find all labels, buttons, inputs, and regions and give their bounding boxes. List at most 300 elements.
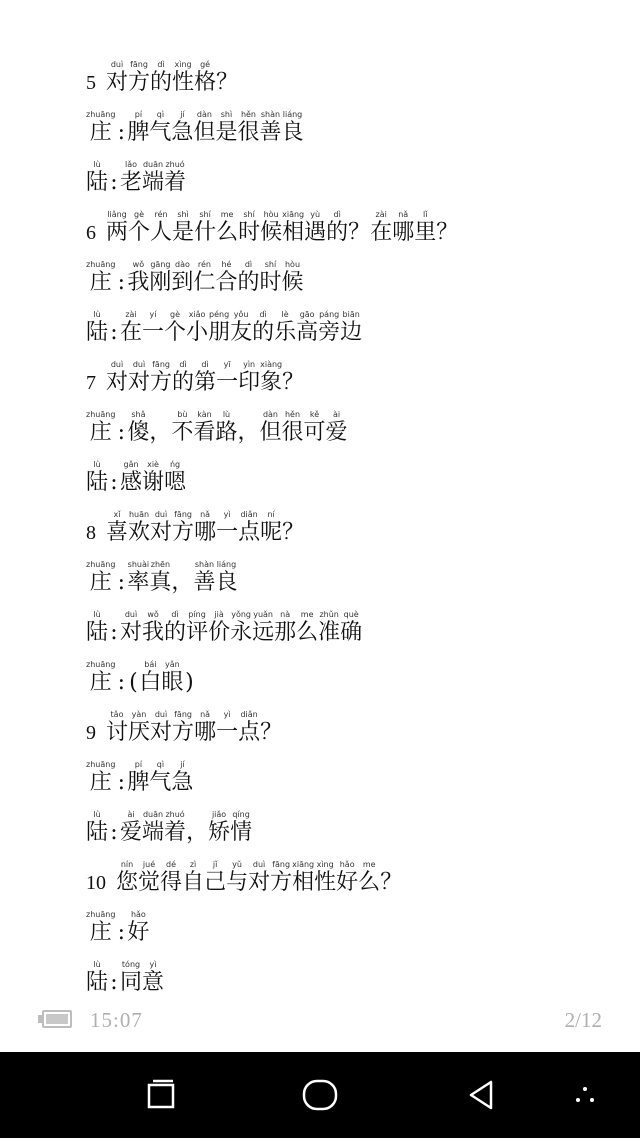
ruby-char <box>164 310 186 346</box>
hanzi: 喜 <box>106 520 129 545</box>
hanzi: ， <box>237 420 260 445</box>
pinyin: yàn <box>131 710 147 719</box>
hanzi: 么 <box>358 870 381 895</box>
pinyin: zhuāng <box>86 560 116 569</box>
pinyin: duì <box>132 360 146 369</box>
pinyin: me <box>362 860 376 869</box>
hanzi: 陆 <box>86 820 109 845</box>
question-line <box>86 52 626 102</box>
pinyin <box>108 960 120 970</box>
ruby-char <box>215 560 237 596</box>
pinyin: kě <box>309 410 320 419</box>
hanzi: 觉 <box>138 870 161 895</box>
hanzi: 感 <box>120 470 143 495</box>
ruby-char <box>149 760 171 796</box>
hanzi: 一 <box>142 320 165 345</box>
answer-zhuang <box>86 902 626 952</box>
ruby-char <box>128 210 150 246</box>
pinyin: liáng <box>282 110 303 119</box>
hanzi: 得 <box>160 870 183 895</box>
hanzi: : <box>117 420 126 445</box>
recent-apps-icon[interactable] <box>136 1072 186 1118</box>
question-line <box>86 702 626 752</box>
hanzi: 好 <box>127 920 150 945</box>
ruby-char <box>86 110 115 146</box>
pinyin: wǒ <box>147 610 159 619</box>
hanzi: 哪 <box>194 520 217 545</box>
pinyin: dì <box>171 610 179 619</box>
hanzi: 路 <box>215 420 238 445</box>
hanzi: 很 <box>237 120 260 145</box>
pinyin: zhuāng <box>86 260 116 269</box>
pinyin: duì <box>154 710 168 719</box>
hanzi: 朋 <box>208 320 231 345</box>
ruby-char <box>108 610 120 646</box>
pinyin: shǎ <box>131 410 146 419</box>
hanzi: 欢 <box>128 520 151 545</box>
hanzi: 但 <box>259 420 282 445</box>
answer-zhuang <box>86 552 626 602</box>
pinyin: yí <box>149 310 157 319</box>
pinyin: me <box>300 610 314 619</box>
ruby-char <box>128 510 150 546</box>
pinyin <box>115 910 127 920</box>
hanzi: 庄 <box>89 270 112 295</box>
ruby-char <box>116 860 138 896</box>
navigation-bar <box>0 1052 640 1138</box>
pinyin: zì <box>189 860 197 869</box>
hanzi: 庄 <box>89 120 112 145</box>
pinyin: lù <box>93 810 101 819</box>
ruby-char <box>149 110 171 146</box>
ruby-char <box>194 60 216 96</box>
pinyin <box>260 710 282 720</box>
pinyin: nǎ <box>200 710 211 719</box>
pinyin: duì <box>110 60 124 69</box>
ruby-char <box>115 660 127 696</box>
pinyin <box>282 510 304 520</box>
pinyin: gāng <box>150 260 171 269</box>
hanzi: 小 <box>186 320 209 345</box>
ruby-char <box>194 360 216 396</box>
pinyin: jí <box>180 760 185 769</box>
hanzi: 自 <box>182 870 205 895</box>
hanzi: 对 <box>106 370 129 395</box>
answer-zhuang <box>86 102 626 152</box>
hanzi: : <box>117 120 126 145</box>
hanzi: 对 <box>248 870 271 895</box>
pinyin: hǎo <box>339 860 355 869</box>
hanzi: 庄 <box>89 920 112 945</box>
ruby-char <box>164 460 186 496</box>
hanzi: 准 <box>318 620 341 645</box>
pinyin: pí <box>134 110 143 119</box>
pinyin: hòu <box>263 210 279 219</box>
hanzi: : <box>110 970 118 995</box>
pinyin: zài <box>375 210 387 219</box>
ruby-char <box>128 710 150 746</box>
pinyin: shì <box>220 110 233 119</box>
pinyin: zhuāng <box>86 410 116 419</box>
hanzi: 陆 <box>86 470 109 495</box>
ruby-char <box>86 310 108 346</box>
hanzi: 点 <box>238 520 261 545</box>
hanzi: 友 <box>230 320 253 345</box>
ruby-char <box>182 860 204 896</box>
pinyin: dì <box>333 210 341 219</box>
pinyin: hěn <box>284 410 301 419</box>
ruby-char <box>108 310 120 346</box>
pinyin: jué <box>142 860 156 869</box>
pinyin <box>108 610 120 620</box>
hanzi: 里 <box>414 220 437 245</box>
hanzi: : <box>110 170 118 195</box>
pinyin: dào <box>174 260 190 269</box>
hanzi: 脾 <box>127 120 150 145</box>
pinyin: dì <box>259 310 267 319</box>
pinyin: hé <box>221 260 232 269</box>
pinyin: shàn <box>194 560 215 569</box>
ruby-char <box>171 110 193 146</box>
hanzi: 的 <box>150 70 173 95</box>
hanzi: 我 <box>127 270 150 295</box>
ruby-char <box>127 410 149 446</box>
pinyin: gāo <box>299 310 315 319</box>
pinyin <box>380 860 402 870</box>
ruby-char <box>149 260 171 296</box>
question-number: 8 <box>86 522 96 544</box>
ruby-char <box>86 260 115 296</box>
pinyin: hěn <box>240 110 256 119</box>
pinyin: páng <box>319 310 340 319</box>
ruby-char <box>171 760 193 796</box>
pinyin: shàn <box>260 110 281 119</box>
pinyin: gé <box>200 60 211 69</box>
hanzi: 是 <box>215 120 238 145</box>
pinyin <box>115 110 127 120</box>
ruby-char <box>326 410 348 446</box>
hanzi: 哪 <box>392 220 415 245</box>
ruby-char <box>208 310 230 346</box>
hanzi: ？ <box>348 220 371 245</box>
hanzi: 性 <box>172 70 195 95</box>
pinyin: nǎ <box>200 510 211 519</box>
hanzi: 己 <box>204 870 227 895</box>
pinyin: zhuāng <box>86 910 116 919</box>
pinyin: duì <box>154 510 168 519</box>
pinyin: dì <box>157 60 165 69</box>
hanzi: 脾 <box>127 770 150 795</box>
answer-lu <box>86 452 626 502</box>
clock-time: 15:07 <box>90 1008 143 1032</box>
ruby-char <box>108 810 120 846</box>
hanzi: 对 <box>150 520 173 545</box>
hanzi: 候 <box>260 220 283 245</box>
pinyin: gǎn <box>123 460 139 469</box>
hanzi: 好 <box>336 870 359 895</box>
pinyin: wǒ <box>132 260 145 269</box>
ruby-char <box>171 410 193 446</box>
hanzi: 庄 <box>89 770 112 795</box>
hanzi: ？ <box>436 220 459 245</box>
battery-icon <box>38 1010 74 1030</box>
hanzi: 时 <box>238 220 261 245</box>
pinyin: dàn <box>262 410 279 419</box>
hanzi: 良 <box>215 570 238 595</box>
hanzi: 刚 <box>149 270 172 295</box>
answer-extra <box>86 652 626 702</box>
pinyin: dàn <box>196 110 212 119</box>
ruby-char <box>186 310 208 346</box>
pinyin <box>216 60 238 70</box>
pinyin: lù <box>93 460 101 469</box>
hanzi: 气 <box>149 120 172 145</box>
pinyin <box>183 660 195 670</box>
ruby-char <box>150 210 172 246</box>
ruby-char <box>86 660 115 696</box>
hanzi: 永 <box>230 620 253 645</box>
ruby-char <box>259 410 281 446</box>
ruby-char <box>106 360 128 396</box>
pinyin: yuǎn <box>253 610 273 619</box>
ruby-char <box>127 910 149 946</box>
ruby-char <box>230 310 252 346</box>
hanzi: : <box>110 320 118 345</box>
question-number: 5 <box>86 72 96 94</box>
hanzi: 一 <box>216 720 239 745</box>
hanzi: 气 <box>149 770 172 795</box>
hanzi: 善 <box>259 120 282 145</box>
pinyin: hòu <box>284 260 301 269</box>
ruby-char <box>260 510 282 546</box>
ruby-char <box>208 810 230 846</box>
ruby-char <box>270 860 292 896</box>
hanzi: 讨 <box>106 720 129 745</box>
ruby-char <box>108 160 120 196</box>
hanzi: ？ <box>260 720 283 745</box>
hanzi: 陆 <box>86 620 109 645</box>
hanzi: 远 <box>252 620 275 645</box>
hanzi: 庄 <box>89 420 112 445</box>
ruby-char <box>86 410 115 446</box>
back-icon[interactable] <box>456 1072 506 1118</box>
pinyin: péng <box>209 310 230 319</box>
answer-zhuang <box>86 752 626 802</box>
hanzi: 端 <box>142 820 165 845</box>
hanzi: 爱 <box>120 820 143 845</box>
pinyin: xǐ <box>113 510 121 519</box>
hanzi: 在 <box>120 320 143 345</box>
hanzi: 方 <box>172 520 195 545</box>
ruby-char <box>252 310 274 346</box>
ruby-char <box>204 860 226 896</box>
ruby-char <box>318 610 340 646</box>
home-icon[interactable] <box>295 1072 345 1118</box>
page-content <box>86 52 626 1002</box>
ruby-char <box>128 360 150 396</box>
pinyin: rén <box>197 260 211 269</box>
hanzi: ？ <box>282 520 305 545</box>
hanzi: 呢 <box>260 520 283 545</box>
hanzi: 人 <box>150 220 173 245</box>
ruby-char <box>106 710 128 746</box>
ruby-char <box>194 710 216 746</box>
pinyin <box>436 210 458 220</box>
ruby-char <box>292 860 314 896</box>
ruby-char <box>194 510 216 546</box>
ruby-char <box>208 610 230 646</box>
pinyin: huān <box>128 510 150 519</box>
hanzi: : <box>117 770 126 795</box>
pinyin <box>108 310 120 320</box>
ruby-char <box>193 260 215 296</box>
ruby-char <box>230 610 252 646</box>
hanzi: : <box>117 670 126 695</box>
hanzi: 在 <box>370 220 393 245</box>
hanzi: 着 <box>164 170 187 195</box>
pinyin: xìng <box>174 60 192 69</box>
hanzi: 嗯 <box>164 470 187 495</box>
ruby-char <box>172 360 194 396</box>
hanzi: 同 <box>120 970 143 995</box>
ruby-char <box>164 160 186 196</box>
hanzi: 印 <box>238 370 261 395</box>
ruby-char <box>127 110 149 146</box>
ruby-char <box>248 860 270 896</box>
ruby-char <box>226 860 248 896</box>
hanzi: 个 <box>128 220 151 245</box>
hanzi: 陆 <box>86 320 109 345</box>
ruby-char <box>215 260 237 296</box>
ruby-char <box>215 110 237 146</box>
ruby-char <box>392 210 414 246</box>
hanzi: ？ <box>282 370 305 395</box>
hanzi: : <box>110 620 118 645</box>
pinyin: kàn <box>197 410 212 419</box>
hanzi: 一 <box>216 520 239 545</box>
hanzi: 与 <box>226 870 249 895</box>
pinyin <box>186 810 208 820</box>
hanzi: ， <box>186 820 209 845</box>
ruby-char <box>172 210 194 246</box>
hanzi: 旁 <box>318 320 341 345</box>
pinyin: qíng <box>232 810 250 819</box>
hanzi: 爱 <box>325 420 348 445</box>
hanzi: 的 <box>237 270 260 295</box>
pinyin: qì <box>156 110 165 119</box>
hanzi: 格 <box>194 70 217 95</box>
ruby-char <box>238 710 260 746</box>
question-line <box>86 502 626 552</box>
pinyin: yǔ <box>232 860 242 869</box>
pinyin: fāng <box>174 510 192 519</box>
ruby-char <box>194 210 216 246</box>
ruby-char <box>120 310 142 346</box>
hanzi: : <box>110 820 118 845</box>
hanzi: 庄 <box>89 570 112 595</box>
ruby-char <box>237 260 259 296</box>
question-number: 10 <box>86 872 106 894</box>
pinyin: liǎng <box>107 210 127 219</box>
ruby-char <box>127 760 149 796</box>
ruby-char <box>115 260 127 296</box>
pinyin: xìng <box>316 860 334 869</box>
pinyin: lǎo <box>125 160 138 169</box>
ruby-char <box>127 660 139 696</box>
hanzi: 方 <box>128 70 151 95</box>
ruby-char <box>120 160 142 196</box>
pinyin: yǎn <box>165 660 180 669</box>
ruby-char <box>370 210 392 246</box>
pinyin <box>282 360 304 370</box>
pinyin: nǎ <box>398 210 409 219</box>
hanzi: ( <box>129 670 138 695</box>
pinyin <box>149 410 171 420</box>
ruby-char <box>282 210 304 246</box>
hanzi: 情 <box>230 820 253 845</box>
pinyin: lù <box>222 410 231 419</box>
pinyin: lǐ <box>423 210 428 219</box>
pinyin <box>237 410 259 420</box>
hanzi: ， <box>171 570 194 595</box>
pinyin: xiāng <box>282 210 305 219</box>
pinyin: zhuāng <box>86 760 116 769</box>
ruby-char <box>336 860 358 896</box>
ruby-char <box>142 160 164 196</box>
pinyin: ài <box>332 410 341 419</box>
pinyin: xiè <box>147 460 159 469</box>
ruby-char <box>259 110 281 146</box>
hanzi: 是 <box>172 220 195 245</box>
pinyin: shí <box>243 210 255 219</box>
ruby-char <box>282 260 304 296</box>
ruby-char <box>149 410 171 446</box>
pinyin: yǒng <box>231 610 251 619</box>
hanzi: 么 <box>296 620 319 645</box>
hanzi: 价 <box>208 620 231 645</box>
ruby-char <box>164 610 186 646</box>
hanzi: 傻 <box>127 420 150 445</box>
ruby-char <box>120 610 142 646</box>
pinyin: zhǔn <box>319 610 339 619</box>
ruby-char <box>193 110 215 146</box>
hanzi: : <box>117 920 126 945</box>
pinyin: ní <box>267 510 275 519</box>
pinyin: biān <box>342 310 360 319</box>
pinyin <box>115 260 127 270</box>
ruby-char <box>326 210 348 246</box>
hanzi: 对 <box>150 720 173 745</box>
hanzi: 陆 <box>86 170 109 195</box>
hanzi: 的 <box>326 220 349 245</box>
reader-footer <box>0 1000 640 1040</box>
ruby-char <box>150 360 172 396</box>
hanzi: 个 <box>164 320 187 345</box>
pinyin: nà <box>280 610 291 619</box>
ruby-char <box>237 110 259 146</box>
hanzi: 率 <box>127 570 150 595</box>
pinyin: liáng <box>216 560 237 569</box>
ruby-char <box>172 710 194 746</box>
question-line <box>86 852 626 902</box>
menu-dots-icon[interactable] <box>560 1072 610 1118</box>
ruby-char <box>259 260 281 296</box>
hanzi: 端 <box>142 170 165 195</box>
ruby-char <box>260 710 282 746</box>
pinyin: duì <box>252 860 266 869</box>
pinyin <box>171 560 193 570</box>
ruby-char <box>86 460 108 496</box>
